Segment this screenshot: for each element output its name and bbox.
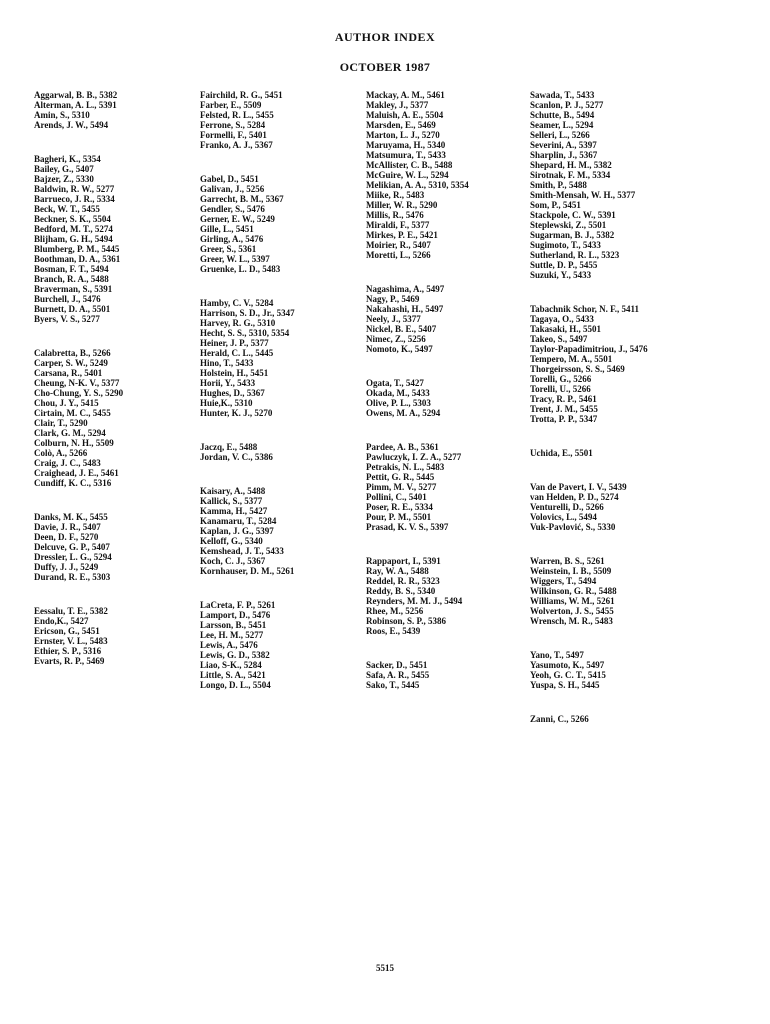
index-entry: Melikian, A. A., 5310, 5354 — [366, 180, 469, 190]
index-letter-group — [366, 660, 536, 690]
page-number: 5515 — [376, 963, 394, 973]
index-letter-group — [530, 90, 700, 280]
index-entry: Kanamaru, T., 5284 — [200, 516, 277, 526]
index-entry: Rhee, M., 5256 — [366, 606, 424, 616]
index-entry: Holstein, H., 5451 — [200, 368, 269, 378]
index-entry: Wrensch, M. R., 5483 — [530, 616, 613, 626]
index-entry: Colburn, N. H., 5509 — [34, 438, 114, 448]
index-letter-group — [366, 284, 536, 354]
index-entry: Pour, P. M., 5501 — [366, 512, 432, 522]
index-entry: Moirier, R., 5407 — [366, 240, 431, 250]
index-entry: Pardee, A. B., 5361 — [366, 442, 439, 452]
index-entry: Burnett, D. A., 5501 — [34, 304, 111, 314]
index-column-3 — [366, 90, 536, 714]
index-entry: Ferrone, S., 5284 — [200, 120, 266, 130]
index-entry: Arends, J. W., 5494 — [34, 120, 109, 130]
index-entry: Braverman, S., 5391 — [34, 284, 113, 294]
index-letter-group — [34, 348, 204, 488]
index-entry: Makley, J., 5377 — [366, 100, 429, 110]
index-entry: Tracy, R. P., 5461 — [530, 394, 597, 404]
index-entry: Formelli, F., 5401 — [200, 130, 267, 140]
index-entry: Colò, A., 5266 — [34, 448, 88, 458]
index-entry: Koch, C. J., 5367 — [200, 556, 266, 566]
index-entry: Boothman, D. A., 5361 — [34, 254, 121, 264]
index-entry: Vuk-Pavlović, S., 5330 — [530, 522, 616, 532]
index-entry: Reddel, R. R., 5323 — [366, 576, 440, 586]
index-entry: Ogata, T., 5427 — [366, 378, 424, 388]
index-entry: Lee, H. M., 5277 — [200, 630, 264, 640]
index-entry: Sharplin, J., 5367 — [530, 150, 598, 160]
index-letter-group — [366, 556, 536, 636]
index-entry: Bagheri, K., 5354 — [34, 154, 101, 164]
index-entry: Yano, T., 5497 — [530, 650, 584, 660]
index-letter-group — [34, 606, 204, 666]
index-entry: Carper, S. W., 5249 — [34, 358, 108, 368]
index-column-1 — [34, 90, 204, 690]
index-entry: van Helden, P. D., 5274 — [530, 492, 619, 502]
index-entry: Larsson, B., 5451 — [200, 620, 267, 630]
index-entry: Petrakis, N. L., 5483 — [366, 462, 445, 472]
index-entry: Craig, J. C., 5483 — [34, 458, 101, 468]
index-entry: Cundiff, K. C., 5316 — [34, 478, 112, 488]
index-entry: Amin, S., 5310 — [34, 110, 90, 120]
index-letter-group — [34, 90, 204, 130]
index-entry: Nagashima, A., 5497 — [366, 284, 445, 294]
index-entry: Nomoto, K., 5497 — [366, 344, 433, 354]
index-letter-group — [200, 486, 370, 576]
index-entry: Duffy, J. J., 5249 — [34, 562, 99, 572]
index-entry: Van de Pavert, I. V., 5439 — [530, 482, 627, 492]
index-entry: Trotta, P. P., 5347 — [530, 414, 598, 424]
index-entry: Hunter, K. J., 5270 — [200, 408, 273, 418]
index-entry: Yasumoto, K., 5497 — [530, 660, 605, 670]
index-entry: Smith-Mensah, W. H., 5377 — [530, 190, 636, 200]
index-entry: Scanlon, P. J., 5277 — [530, 100, 604, 110]
index-entry: Mirkes, P. E., 5421 — [366, 230, 438, 240]
index-entry: Bedford, M. T., 5274 — [34, 224, 113, 234]
index-letter-group — [530, 448, 700, 458]
index-entry: McAllister, C. B., 5488 — [366, 160, 453, 170]
index-entry: Calabretta, B., 5266 — [34, 348, 111, 358]
index-entry: Byers, V. S., 5277 — [34, 314, 100, 324]
index-entry: Ericson, G., 5451 — [34, 626, 100, 636]
index-entry: Sawada, T., 5433 — [530, 90, 595, 100]
index-letter-group — [200, 90, 370, 150]
index-letter-group — [200, 298, 370, 418]
index-entry: Torelli, U., 5266 — [530, 384, 591, 394]
index-entry: Davie, J. R., 5407 — [34, 522, 101, 532]
index-entry: Jordan, V. C., 5386 — [200, 452, 273, 462]
index-entry: Franko, A. J., 5367 — [200, 140, 273, 150]
index-entry: Burchell, J., 5476 — [34, 294, 101, 304]
index-entry: Prasad, K. V. S., 5397 — [366, 522, 449, 532]
index-entry: Garrecht, B. M., 5367 — [200, 194, 284, 204]
index-letter-group — [34, 154, 204, 324]
index-entry: Steplewski, Z., 5501 — [530, 220, 607, 230]
index-entry: Safa, A. R., 5455 — [366, 670, 430, 680]
index-entry: Lewis, A., 5476 — [200, 640, 258, 650]
index-entry: Hecht, S. S., 5310, 5354 — [200, 328, 290, 338]
index-entry: Barrueco, J. R., 5334 — [34, 194, 115, 204]
index-entry: Suttle, D. P., 5455 — [530, 260, 598, 270]
index-entry: Endo,K., 5427 — [34, 616, 89, 626]
index-entry: Selleri, L., 5266 — [530, 130, 590, 140]
index-entry: Fairchild, R. G., 5451 — [200, 90, 283, 100]
page-title: AUTHOR INDEX — [334, 30, 436, 44]
index-letter-group — [530, 650, 700, 690]
index-entry: Evarts, R. P., 5469 — [34, 656, 105, 666]
index-entry: Sirotnak, F. M., 5334 — [530, 170, 611, 180]
index-letter-group — [530, 556, 700, 626]
index-entry: Clair, T., 5290 — [34, 418, 88, 428]
index-entry: Bajzer, Z., 5330 — [34, 174, 94, 184]
index-entry: Yeoh, G. C. T., 5415 — [530, 670, 606, 680]
index-entry: Yuspa, S. H., 5445 — [530, 680, 600, 690]
index-entry: Beckner, S. K., 5504 — [34, 214, 111, 224]
index-entry: Carsana, R., 5401 — [34, 368, 103, 378]
index-entry: Maluish, A. E., 5504 — [366, 110, 444, 120]
index-column-2 — [200, 90, 370, 714]
index-entry: Wolverton, J. S., 5455 — [530, 606, 614, 616]
index-entry: Tagaya, O., 5433 — [530, 314, 594, 324]
index-letter-group — [366, 442, 536, 532]
index-entry: Greer, W. L., 5397 — [200, 254, 270, 264]
index-entry: Kemshead, J. T., 5433 — [200, 546, 284, 556]
index-letter-group — [366, 378, 536, 418]
index-entry: Bosman, F. T., 5494 — [34, 264, 109, 274]
index-entry: Blijham, G. H., 5494 — [34, 234, 113, 244]
index-entry: Pimm, M. V., 5277 — [366, 482, 437, 492]
index-entry: Kelloff, G., 5340 — [200, 536, 263, 546]
index-entry: Beck, W. T., 5455 — [34, 204, 100, 214]
index-entry: Suzuki, Y., 5433 — [530, 270, 592, 280]
index-entry: Weinstein, I. B., 5509 — [530, 566, 612, 576]
index-entry: Lewis, G. D., 5382 — [200, 650, 270, 660]
index-entry: Severini, A., 5397 — [530, 140, 597, 150]
index-entry: Seamer, L., 5294 — [530, 120, 594, 130]
index-entry: Olive, P. L., 5303 — [366, 398, 431, 408]
index-entry: Hino, T., 5433 — [200, 358, 254, 368]
author-index-columns — [0, 90, 770, 750]
index-entry: Pawluczyk, I. Z. A., 5277 — [366, 452, 462, 462]
index-entry: Miike, R., 5483 — [366, 190, 425, 200]
index-entry: Stackpole, C. W., 5391 — [530, 210, 616, 220]
index-entry: Felsted, R. L., 5455 — [200, 110, 274, 120]
index-entry: Rappaport, I., 5391 — [366, 556, 441, 566]
index-entry: Reddy, B. S., 5340 — [366, 586, 436, 596]
index-entry: Greer, S., 5361 — [200, 244, 257, 254]
index-entry: Alterman, A. L., 5391 — [34, 100, 117, 110]
index-entry: Tabachnik Schor, N. F., 5411 — [530, 304, 640, 314]
index-entry: Shepard, H. M., 5382 — [530, 160, 612, 170]
index-letter-group — [366, 90, 536, 260]
index-entry: Takasaki, H., 5501 — [530, 324, 601, 334]
index-entry: Herald, C. L., 5445 — [200, 348, 274, 358]
index-letter-group — [200, 442, 370, 462]
index-column-4 — [530, 90, 700, 748]
index-entry: Blumberg, P. M., 5445 — [34, 244, 120, 254]
index-entry: Takeo, S., 5497 — [530, 334, 588, 344]
index-entry: Som, P., 5451 — [530, 200, 581, 210]
index-entry: Roos, E., 5439 — [366, 626, 421, 636]
index-entry: Baldwin, R. W., 5277 — [34, 184, 115, 194]
index-entry: Schutte, B., 5494 — [530, 110, 595, 120]
index-entry: Taylor-Papadimitriou, J., 5476 — [530, 344, 648, 354]
index-entry: Gerner, E. W., 5249 — [200, 214, 275, 224]
index-entry: Deen, D. F., 5270 — [34, 532, 99, 542]
index-entry: Matsumura, T., 5433 — [366, 150, 446, 160]
index-entry: Robinson, S. P., 5386 — [366, 616, 446, 626]
index-entry: Dressler, L. G., 5294 — [34, 552, 112, 562]
index-letter-group — [200, 600, 370, 690]
index-entry: Harrison, S. D., Jr., 5347 — [200, 308, 295, 318]
index-entry: Zanni, C., 5266 — [530, 714, 589, 724]
index-entry: Smith, P., 5488 — [530, 180, 587, 190]
index-entry: Liao, S-K., 5284 — [200, 660, 262, 670]
index-entry: Horii, Y., 5433 — [200, 378, 256, 388]
index-entry: Cirtain, M. C., 5455 — [34, 408, 111, 418]
index-letter-group — [200, 174, 370, 274]
index-entry: Kaplan, J. G., 5397 — [200, 526, 274, 536]
index-entry: Huie,K., 5310 — [200, 398, 253, 408]
index-entry: Kaisary, A., 5488 — [200, 486, 266, 496]
index-entry: LaCreta, F. P., 5261 — [200, 600, 276, 610]
index-entry: Trent, J. M., 5455 — [530, 404, 598, 414]
index-letter-group — [530, 482, 700, 532]
index-entry: Gille, L., 5451 — [200, 224, 254, 234]
index-entry: Sutherland, R. L., 5323 — [530, 250, 620, 260]
index-entry: Warren, B. S., 5261 — [530, 556, 605, 566]
index-entry: Thorgeirsson, S. S., 5469 — [530, 364, 625, 374]
index-entry: Kallick, S., 5377 — [200, 496, 263, 506]
index-entry: Hamby, C. V., 5284 — [200, 298, 274, 308]
index-entry: Pollini, C., 5401 — [366, 492, 427, 502]
index-entry: Sugimoto, T., 5433 — [530, 240, 601, 250]
index-entry: Longo, D. L., 5504 — [200, 680, 271, 690]
index-entry: Hughes, D., 5367 — [200, 388, 265, 398]
index-entry: Miller, W. R., 5290 — [366, 200, 438, 210]
index-entry: Williams, W. M., 5261 — [530, 596, 615, 606]
index-entry: Gabel, D., 5451 — [200, 174, 259, 184]
index-entry: Sacker, D., 5451 — [366, 660, 428, 670]
index-entry: Lamport, D., 5476 — [200, 610, 271, 620]
index-entry: Sugarman, B. J., 5382 — [530, 230, 615, 240]
index-entry: Gendler, S., 5476 — [200, 204, 265, 214]
index-entry: Ernster, V. L., 5483 — [34, 636, 108, 646]
index-entry: Nakahashi, H., 5497 — [366, 304, 444, 314]
index-entry: Cho-Chung, Y. S., 5290 — [34, 388, 124, 398]
index-entry: Galivan, J., 5256 — [200, 184, 265, 194]
index-letter-group — [530, 714, 700, 724]
index-entry: Heiner, J. P., 5377 — [200, 338, 269, 348]
index-entry: Nagy, P., 5469 — [366, 294, 420, 304]
index-entry: Aggarwal, B. B., 5382 — [34, 90, 118, 100]
index-entry: Jaczq, E., 5488 — [200, 442, 258, 452]
index-entry: Clark, G. M., 5294 — [34, 428, 106, 438]
index-entry: Millis, R., 5476 — [366, 210, 424, 220]
index-entry: Branch, R. A., 5488 — [34, 274, 109, 284]
index-entry: Torelli, G., 5266 — [530, 374, 592, 384]
page-subtitle: OCTOBER 1987 — [339, 60, 431, 74]
index-entry: Marton, L. J., 5270 — [366, 130, 440, 140]
index-entry: Venturelli, D., 5266 — [530, 502, 604, 512]
index-entry: Moretti, L., 5266 — [366, 250, 431, 260]
index-entry: Neely, J., 5377 — [366, 314, 421, 324]
index-entry: Uchida, E., 5501 — [530, 448, 593, 458]
index-entry: Delcuve, G. P., 5407 — [34, 542, 110, 552]
index-entry: Okada, M., 5433 — [366, 388, 430, 398]
index-entry: Volovics, L., 5494 — [530, 512, 597, 522]
index-entry: Ray, W. A., 5488 — [366, 566, 429, 576]
index-entry: Danks, M. K., 5455 — [34, 512, 108, 522]
index-entry: Durand, R. E., 5303 — [34, 572, 111, 582]
index-letter-group — [34, 512, 204, 582]
index-entry: Bailey, G., 5407 — [34, 164, 94, 174]
index-entry: Maruyama, H., 5340 — [366, 140, 446, 150]
index-entry: Kornhauser, D. M., 5261 — [200, 566, 295, 576]
index-entry: Wilkinson, G. R., 5488 — [530, 586, 617, 596]
index-entry: Miraldi, F., 5377 — [366, 220, 430, 230]
index-entry: Ethier, S. P., 5316 — [34, 646, 102, 656]
index-entry: Craighead, J. E., 5461 — [34, 468, 119, 478]
index-entry: Cheung, N-K. V., 5377 — [34, 378, 120, 388]
index-entry: Poser, R. E., 5334 — [366, 502, 433, 512]
index-entry: Mackay, A. M., 5461 — [366, 90, 445, 100]
index-entry: Girling, A., 5476 — [200, 234, 264, 244]
index-letter-group — [530, 304, 700, 424]
index-entry: Farber, E., 5509 — [200, 100, 262, 110]
index-entry: Eessalu, T. E., 5382 — [34, 606, 108, 616]
index-entry: McGuire, W. L., 5294 — [366, 170, 449, 180]
index-entry: Harvey, R. G., 5310 — [200, 318, 276, 328]
index-entry: Reynders, M. M. J., 5494 — [366, 596, 463, 606]
index-entry: Little, S. A., 5421 — [200, 670, 266, 680]
index-entry: Tempero, M. A., 5501 — [530, 354, 613, 364]
index-entry: Nimec, Z., 5256 — [366, 334, 426, 344]
index-entry: Nickel, B. E., 5407 — [366, 324, 437, 334]
index-entry: Sako, T., 5445 — [366, 680, 420, 690]
index-entry: Marsden, E., 5469 — [366, 120, 436, 130]
index-entry: Gruenke, L. D., 5483 — [200, 264, 281, 274]
index-entry: Pettit, G. R., 5445 — [366, 472, 435, 482]
index-entry: Wiggers, T., 5494 — [530, 576, 597, 586]
index-entry: Owens, M. A., 5294 — [366, 408, 441, 418]
index-entry: Chou, J. Y., 5415 — [34, 398, 99, 408]
index-entry: Kamma, H., 5427 — [200, 506, 268, 516]
